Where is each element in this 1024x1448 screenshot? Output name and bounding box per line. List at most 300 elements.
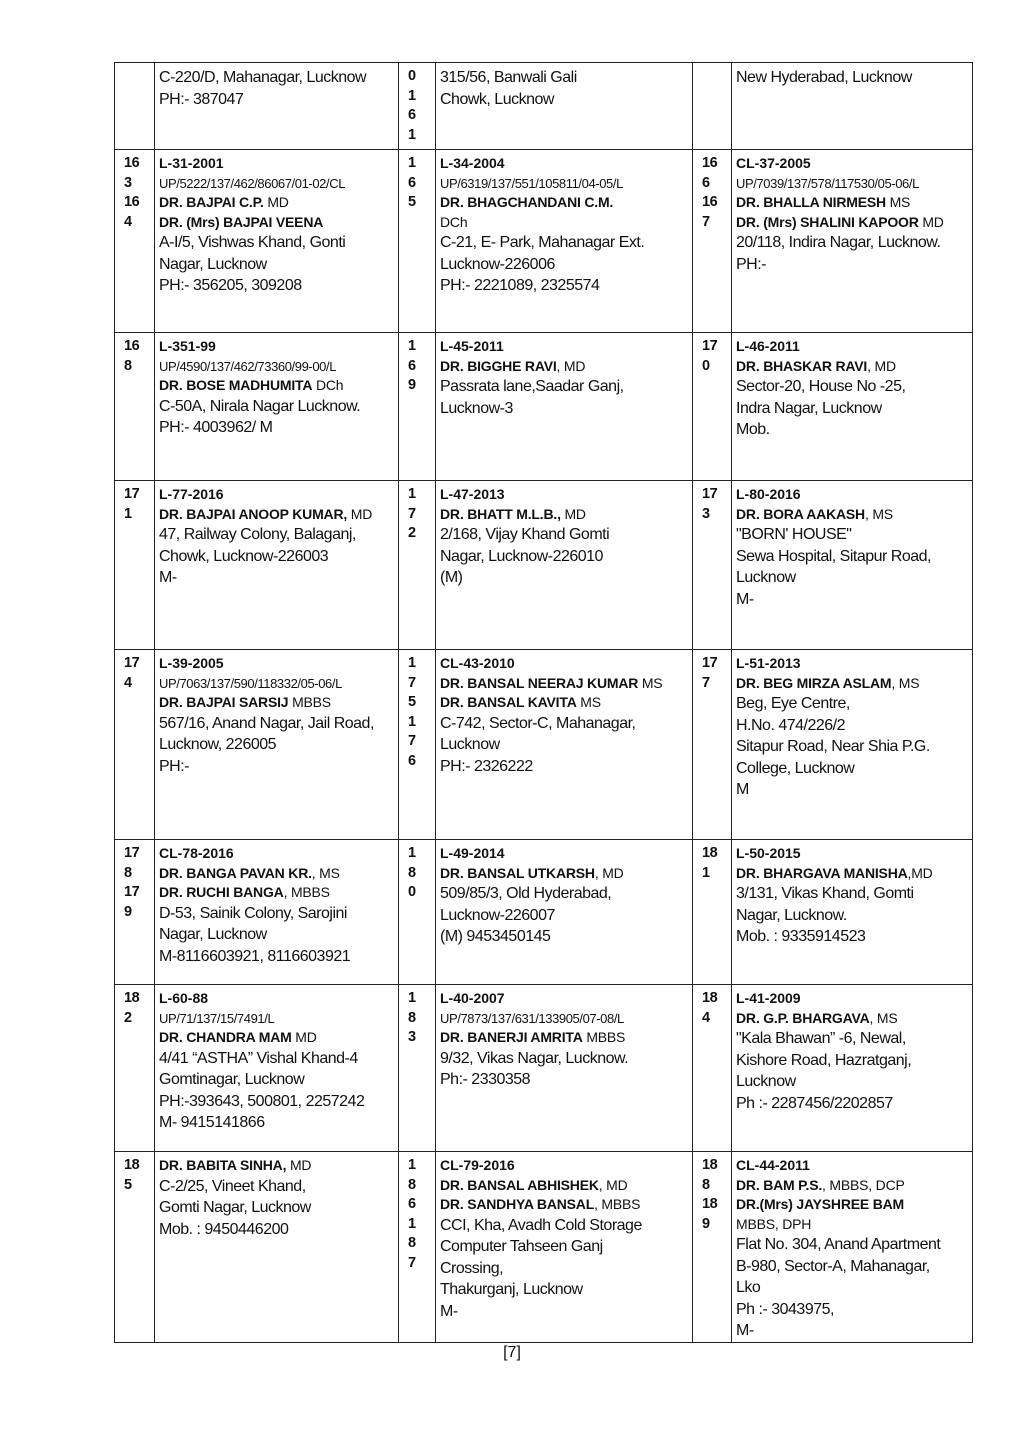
serial-number-digit: 1: [408, 126, 416, 143]
license-code: L-77-2016: [159, 486, 224, 502]
address-line: Lucknow: [440, 736, 500, 754]
doctor-entry-cell: [155, 333, 399, 481]
doctor-qualification: , MD: [598, 1176, 628, 1193]
license-code: CL-78-2016: [159, 845, 234, 861]
doctor-name-line: [440, 1028, 690, 1048]
serial-number-digit: 18: [702, 1196, 718, 1213]
doctor-name: DR. BANGA PAVAN KR.: [159, 864, 312, 881]
address-line: 509/85/3, Old Hyderabad,: [440, 885, 612, 903]
address-line: Ph :- 2287456/2202857: [736, 1094, 893, 1112]
address-line: CCI, Kha, Avadh Cold Storage: [440, 1216, 642, 1234]
doctor-name: DR. SANDHYA BANSAL: [440, 1196, 595, 1213]
license-code: L-41-2009: [736, 990, 801, 1006]
doctor-name-line: [440, 1195, 690, 1215]
address-line: New Hyderabad, Lucknow: [736, 69, 912, 86]
address-line: "BORN' HOUSE": [736, 526, 852, 544]
address-line: Ph:- 2330358: [440, 1071, 531, 1089]
directory-table-body: [115, 63, 973, 1343]
doctor-name-line: [440, 864, 690, 884]
serial-number-digit: 0: [408, 68, 416, 84]
serial-number-cell: [399, 985, 436, 1152]
serial-number-cell: [115, 333, 155, 481]
serial-number-digit: 18: [124, 1157, 140, 1173]
doctor-qualification: , MBBS, DCP: [822, 1176, 905, 1193]
address-line: Kishore Road, Hazratganj,: [736, 1051, 912, 1069]
registration-number: UP/7873/137/631/133905/07-08/L: [440, 1010, 624, 1026]
doctor-qualification: MS: [576, 694, 601, 711]
doctor-name-line: [159, 883, 396, 903]
serial-number-digit: 8: [702, 1176, 710, 1193]
address-line: Mob. : 9335914523: [736, 928, 866, 946]
serial-number-cell: [115, 481, 155, 650]
serial-number-digit: 6: [702, 174, 710, 191]
doctor-entry-cell: [732, 150, 973, 333]
serial-number-digit: 2: [124, 1009, 132, 1026]
doctor-name: DR. BAJPAI ANOOP KUMAR,: [159, 505, 348, 522]
address-line: C-2/25, Vineet Khand,: [159, 1177, 306, 1195]
doctor-entry-cell: [155, 1152, 399, 1343]
serial-number-digit: 7: [408, 674, 416, 691]
address-line: Chowk, Lucknow: [440, 90, 554, 108]
serial-number-cell: [693, 63, 732, 150]
serial-number-digit: 5: [408, 194, 416, 211]
doctor-entry-cell: [732, 650, 973, 840]
doctor-qualification: , MS: [869, 1009, 898, 1026]
table-row: [115, 650, 973, 840]
address-line: M: [736, 781, 749, 799]
serial-number-digit: 8: [408, 1009, 416, 1026]
address-line: PH:-: [159, 757, 189, 775]
doctor-name-line: [159, 864, 396, 884]
serial-number-digit: 7: [408, 733, 416, 750]
doctor-name: DR. BHALLA NIRMESH: [736, 194, 886, 211]
address-line: Flat No. 304, Anand Apartment: [736, 1236, 941, 1254]
doctor-name-line: [159, 376, 396, 396]
doctor-entry-cell: [732, 63, 973, 150]
serial-number-digit: 17: [124, 655, 140, 671]
doctor-name: DR. BANERJI AMRITA: [440, 1029, 583, 1046]
doctor-entry-cell: [436, 333, 693, 481]
license-code: L-39-2005: [159, 655, 224, 671]
serial-number-cell: [399, 333, 436, 481]
doctor-name-line: [440, 213, 690, 233]
address-line: Lucknow-3: [440, 399, 513, 417]
doctor-entry-cell: [436, 840, 693, 985]
table-row: [115, 63, 973, 150]
address-line: Lucknow: [736, 1073, 796, 1091]
doctor-name: DR. BABITA SINHA,: [159, 1157, 287, 1173]
address-line: Gomtinagar, Lucknow: [159, 1071, 305, 1089]
doctor-qualification: MD: [560, 505, 586, 522]
address-line: PH:- 4003962/ M: [159, 419, 273, 437]
serial-number-digit: 17: [702, 338, 718, 354]
doctor-qualification: , MBBS: [594, 1196, 641, 1213]
doctor-entry-cell: [436, 985, 693, 1152]
doctor-name-line: [440, 674, 690, 694]
doctor-name: DR. BHAGCHANDANI C.M.: [440, 194, 614, 211]
address-line: (M): [440, 569, 463, 587]
address-line: PH:- 2221089, 2325574: [440, 277, 600, 295]
serial-number-digit: 3: [124, 174, 132, 191]
serial-number-digit: 7: [408, 505, 416, 522]
serial-number-cell: [399, 150, 436, 333]
serial-number-cell: [399, 63, 436, 150]
doctor-qualification: , MD: [556, 357, 586, 374]
address-line: Sewa Hospital, Sitapur Road,: [736, 547, 931, 565]
serial-number-digit: 1: [408, 338, 416, 354]
address-line: Crossing,: [440, 1259, 504, 1277]
address-line: Nagar, Lucknow.: [736, 906, 847, 924]
address-line: M-: [736, 1322, 754, 1340]
address-line: Indra Nagar, Lucknow: [736, 399, 882, 417]
serial-number-digit: 9: [702, 1215, 710, 1232]
license-code: L-45-2011: [440, 338, 504, 354]
doctor-entry-cell: [436, 63, 693, 150]
serial-number-digit: 7: [408, 1254, 416, 1271]
doctor-entry-cell: [732, 1152, 973, 1343]
address-line: C-220/D, Mahanagar, Lucknow: [159, 69, 367, 86]
doctor-qualification: , MD: [867, 357, 896, 374]
doctor-qualification: , MBBS: [283, 884, 330, 901]
address-line: Nagar, Lucknow: [159, 255, 267, 273]
doctor-qualification: MD: [918, 213, 944, 230]
address-line: C-21, E- Park, Mahanagar Ext.: [440, 234, 645, 252]
doctor-entry-cell: [155, 481, 399, 650]
doctor-qualification: DCh: [440, 213, 468, 230]
serial-number-digit: 17: [124, 884, 140, 901]
table-row: [115, 150, 973, 333]
serial-number-digit: 0: [702, 357, 710, 374]
doctor-name-line: [159, 693, 396, 713]
license-code: L-46-2011: [736, 338, 800, 354]
license-code: L-34-2004: [440, 155, 505, 171]
doctor-name-line: [440, 193, 690, 213]
doctor-qualification: , MS: [311, 864, 340, 881]
serial-number-cell: [399, 481, 436, 650]
address-line: 3/131, Vikas Khand, Gomti: [736, 885, 914, 903]
doctor-qualification: , MS: [864, 505, 893, 522]
serial-number-digit: 4: [124, 213, 132, 230]
license-code: L-47-2013: [440, 486, 505, 502]
address-line: 2/168, Vijay Khand Gomti: [440, 526, 610, 544]
doctor-entry-cell: [436, 1152, 693, 1343]
address-line: M- 9415141866: [159, 1114, 265, 1132]
license-code: L-50-2015: [736, 845, 801, 861]
address-line: Nagar, Lucknow-226010: [440, 547, 603, 565]
doctor-name-line: [736, 1009, 970, 1029]
registration-number: UP/7063/137/590/118332/05-06/L: [159, 675, 342, 691]
serial-number-cell: [115, 63, 155, 150]
doctor-entry-cell: [155, 985, 399, 1152]
serial-number-digit: 8: [408, 864, 416, 881]
doctor-name: DR. (Mrs) BAJPAI VEENA: [159, 213, 324, 230]
table-row: [115, 1152, 973, 1343]
serial-number-digit: 6: [408, 1196, 416, 1213]
license-code: L-351-99: [159, 338, 216, 354]
doctor-qualification: MBBS: [582, 1029, 626, 1046]
serial-number-cell: [115, 150, 155, 333]
address-line: 567/16, Anand Nagar, Jail Road,: [159, 714, 374, 732]
registration-number: UP/5222/137/462/86067/01-02/CL: [159, 175, 346, 191]
address-line: PH:- 387047: [159, 90, 244, 108]
address-line: Gomti Nagar, Lucknow: [159, 1199, 311, 1217]
doctor-name-line: [440, 357, 690, 377]
address-line: Lucknow-226007: [440, 906, 555, 924]
serial-number-digit: 1: [408, 655, 416, 671]
doctor-name-line: [736, 1176, 970, 1196]
doctor-name-line: [159, 193, 396, 213]
license-code: L-80-2016: [736, 486, 801, 502]
license-code: CL-44-2011: [736, 1157, 810, 1173]
serial-number-digit: 1: [408, 990, 416, 1006]
doctor-entry-cell: [436, 481, 693, 650]
serial-number-digit: 8: [408, 1176, 416, 1193]
serial-number-digit: 9: [408, 377, 416, 394]
doctor-qualification: MD: [291, 1029, 317, 1046]
license-code: CL-79-2016: [440, 1157, 515, 1173]
address-line: C-742, Sector-C, Mahanagar,: [440, 714, 636, 732]
serial-number-digit: 7: [702, 674, 710, 691]
doctor-name-line: [159, 1156, 396, 1176]
doctor-name: DR. BIGGHE RAVI: [440, 357, 557, 374]
doctor-name: DR. BHASKAR RAVI: [736, 357, 868, 374]
doctor-entry-cell: [732, 333, 973, 481]
serial-number-digit: 6: [408, 107, 416, 124]
doctor-name-line: [159, 213, 396, 233]
address-line: (M) 9453450145: [440, 928, 551, 946]
serial-number-cell: [115, 1152, 155, 1343]
serial-number-digit: 18: [702, 845, 718, 861]
doctor-qualification: MS: [638, 674, 663, 691]
address-line: M-: [440, 1302, 458, 1320]
doctor-name-line: [736, 1195, 970, 1215]
address-line: 47, Railway Colony, Balaganj,: [159, 526, 356, 544]
doctor-name: DR. (Mrs) SHALINI KAPOOR: [736, 213, 919, 230]
serial-number-digit: 0: [408, 884, 416, 901]
doctor-name: DR. G.P. BHARGAVA: [736, 1009, 870, 1026]
address-line: Nagar, Lucknow: [159, 926, 267, 944]
doctor-name: DR. BANSAL UTKARSH: [440, 864, 595, 881]
serial-number-digit: 6: [408, 174, 416, 191]
registration-number: UP/6319/137/551/105811/04-05/L: [440, 175, 623, 191]
serial-number-digit: 9: [124, 903, 132, 920]
doctor-name-line: [736, 1215, 970, 1235]
address-line: 315/56, Banwali Gali: [440, 69, 577, 86]
serial-number-digit: 4: [702, 1009, 710, 1026]
serial-number-cell: [399, 1152, 436, 1343]
serial-number-cell: [693, 840, 732, 985]
address-line: PH:- 2326222: [440, 757, 533, 775]
registration-number: UP/7039/137/578/117530/05-06/L: [736, 175, 919, 191]
address-line: PH:-: [736, 255, 766, 273]
address-line: Sector-20, House No -25,: [736, 378, 906, 396]
doctor-qualification: ,MD: [907, 864, 933, 881]
doctor-name-line: [159, 1028, 396, 1048]
doctor-entry-cell: [155, 63, 399, 150]
doctor-name-line: [736, 864, 970, 884]
serial-number-digit: 18: [702, 1157, 718, 1173]
doctor-name: DR. BAJPAI C.P.: [159, 194, 264, 211]
serial-number-digit: 16: [124, 338, 140, 354]
address-line: A-I/5, Vishwas Khand, Gonti: [159, 234, 346, 252]
address-line: B-980, Sector-A, Mahanagar,: [736, 1257, 930, 1275]
address-line: M-8116603921, 8116603921: [159, 947, 351, 965]
serial-number-digit: 1: [408, 87, 416, 104]
doctor-qualification: MS: [885, 194, 911, 211]
doctor-entry-cell: [155, 650, 399, 840]
serial-number-cell: [693, 650, 732, 840]
serial-number-digit: 3: [408, 1029, 416, 1046]
address-line: Mob.: [736, 421, 770, 439]
license-code: L-51-2013: [736, 655, 801, 671]
serial-number-cell: [693, 985, 732, 1152]
doctor-name-line: [159, 505, 396, 525]
serial-number-digit: 8: [408, 1235, 416, 1252]
serial-number-digit: 16: [124, 155, 140, 171]
address-line: College, Lucknow: [736, 759, 855, 777]
serial-number-digit: 17: [702, 486, 718, 502]
doctor-name: DR. BHATT M.L.B.,: [440, 505, 561, 522]
serial-number-digit: 5: [408, 694, 416, 711]
address-line: Sitapur Road, Near Shia P.G.: [736, 738, 930, 756]
doctor-qualification: , MS: [891, 674, 920, 691]
doctor-name: DR. BEG MIRZA ASLAM: [736, 674, 892, 691]
serial-number-digit: 3: [702, 505, 710, 522]
serial-number-digit: 8: [124, 357, 132, 374]
doctor-name: DR. BAJPAI SARSIJ: [159, 694, 289, 711]
table-row: [115, 481, 973, 650]
serial-number-cell: [399, 650, 436, 840]
address-line: Thakurganj, Lucknow: [440, 1281, 583, 1299]
serial-number-cell: [115, 840, 155, 985]
serial-number-digit: 16: [702, 194, 718, 211]
doctor-entry-cell: [436, 150, 693, 333]
doctor-entry-cell: [436, 650, 693, 840]
doctor-name-line: [736, 357, 970, 377]
serial-number-cell: [115, 985, 155, 1152]
doctor-name: DR. BOSE MADHUMITA: [159, 377, 313, 394]
doctor-entry-cell: [732, 481, 973, 650]
doctor-entry-cell: [732, 985, 973, 1152]
address-line: Beg, Eye Centre,: [736, 695, 850, 713]
serial-number-digit: 1: [408, 1215, 416, 1232]
license-code: L-60-88: [159, 990, 209, 1006]
doctor-qualification: MD: [286, 1157, 312, 1173]
serial-number-digit: 6: [408, 357, 416, 374]
address-line: D-53, Sainik Colony, Sarojini: [159, 904, 347, 922]
license-code: L-49-2014: [440, 845, 505, 861]
serial-number-digit: 1: [408, 713, 416, 730]
serial-number-digit: 18: [124, 990, 140, 1006]
directory-table: [114, 62, 973, 1343]
serial-number-digit: 8: [124, 864, 132, 881]
address-line: Mob. : 9450446200: [159, 1220, 289, 1238]
serial-number-digit: 1: [408, 845, 416, 861]
address-line: 4/41 “ASTHA” Vishal Khand-4: [159, 1049, 358, 1067]
page-number: [7]: [503, 1344, 521, 1361]
doctor-qualification: MD: [347, 505, 373, 522]
serial-number-cell: [693, 333, 732, 481]
serial-number-digit: 17: [124, 845, 140, 861]
address-line: "Kala Bhawan” -6, Newal,: [736, 1030, 906, 1048]
table-row: [115, 985, 973, 1152]
doctor-qualification: MD: [263, 194, 289, 211]
doctor-name: DR. BANSAL KAVITA: [440, 694, 577, 711]
registration-number: UP/71/137/15/7491/L: [159, 1010, 275, 1026]
serial-number-digit: 18: [702, 990, 718, 1006]
license-code: CL-37-2005: [736, 155, 811, 171]
doctor-name: DR. BANSAL ABHISHEK: [440, 1176, 599, 1193]
doctor-entry-cell: [155, 840, 399, 985]
address-line: M-: [736, 590, 754, 608]
doctor-name-line: [736, 213, 970, 233]
serial-number-digit: 1: [408, 1157, 416, 1173]
doctor-name-line: [736, 674, 970, 694]
address-line: Computer Tahseen Ganj: [440, 1238, 603, 1256]
address-line: C-50A, Nirala Nagar Lucknow.: [159, 397, 361, 415]
doctor-name-line: [440, 1176, 690, 1196]
license-code: CL-43-2010: [440, 655, 515, 671]
registration-number: UP/4590/137/462/73360/99-00/L: [159, 358, 337, 374]
doctor-name-line: [736, 505, 970, 525]
serial-number-digit: 1: [124, 505, 132, 522]
serial-number-digit: 4: [124, 674, 132, 691]
doctor-name: DR. BANSAL NEERAJ KUMAR: [440, 674, 639, 691]
serial-number-cell: [693, 481, 732, 650]
address-line: Lucknow, 226005: [159, 736, 277, 754]
serial-number-digit: 17: [124, 486, 140, 502]
serial-number-digit: 6: [408, 752, 416, 769]
serial-number-cell: [115, 650, 155, 840]
doctor-name: DR. BHARGAVA MANISHA: [736, 864, 908, 881]
doctor-name: DR. RUCHI BANGA: [159, 884, 284, 901]
address-line: PH:-393643, 500801, 2257242: [159, 1092, 365, 1110]
serial-number-digit: 16: [124, 194, 140, 211]
doctor-name: DR. BORA AAKASH: [736, 505, 865, 522]
doctor-name-line: [440, 693, 690, 713]
address-line: Lko: [736, 1279, 761, 1297]
doctor-name-line: [736, 193, 970, 213]
address-line: PH:- 356205, 309208: [159, 277, 302, 295]
license-code: L-31-2001: [159, 155, 224, 171]
doctor-name: DR. CHANDRA MAM: [159, 1029, 292, 1046]
serial-number-digit: 7: [702, 213, 710, 230]
serial-number-digit: 5: [124, 1176, 132, 1193]
doctor-name: DR. BAM P.S.: [736, 1176, 823, 1193]
address-line: Ph :- 3043975,: [736, 1300, 834, 1318]
serial-number-digit: 1: [408, 486, 416, 502]
doctor-qualification: MBBS: [288, 694, 331, 711]
address-line: Passrata lane,Saadar Ganj,: [440, 378, 624, 396]
address-line: H.No. 474/226/2: [736, 716, 846, 734]
doctor-entry-cell: [155, 150, 399, 333]
address-line: 20/118, Indira Nagar, Lucknow.: [736, 234, 941, 252]
doctor-name: DR.(Mrs) JAYSHREE BAM: [736, 1196, 904, 1213]
address-line: Chowk, Lucknow-226003: [159, 547, 329, 565]
serial-number-digit: 2: [408, 525, 416, 542]
serial-number-digit: 17: [702, 655, 718, 671]
table-row: [115, 333, 973, 481]
doctor-qualification: , MD: [594, 864, 624, 881]
license-code: L-40-2007: [440, 990, 505, 1006]
address-line: Lucknow-226006: [440, 255, 555, 273]
serial-number-cell: [693, 150, 732, 333]
doctor-name-line: [440, 505, 690, 525]
address-line: M-: [159, 569, 177, 587]
serial-number-cell: [693, 1152, 732, 1343]
doctor-qualification: DCh: [312, 377, 344, 394]
serial-number-digit: 1: [702, 864, 710, 881]
